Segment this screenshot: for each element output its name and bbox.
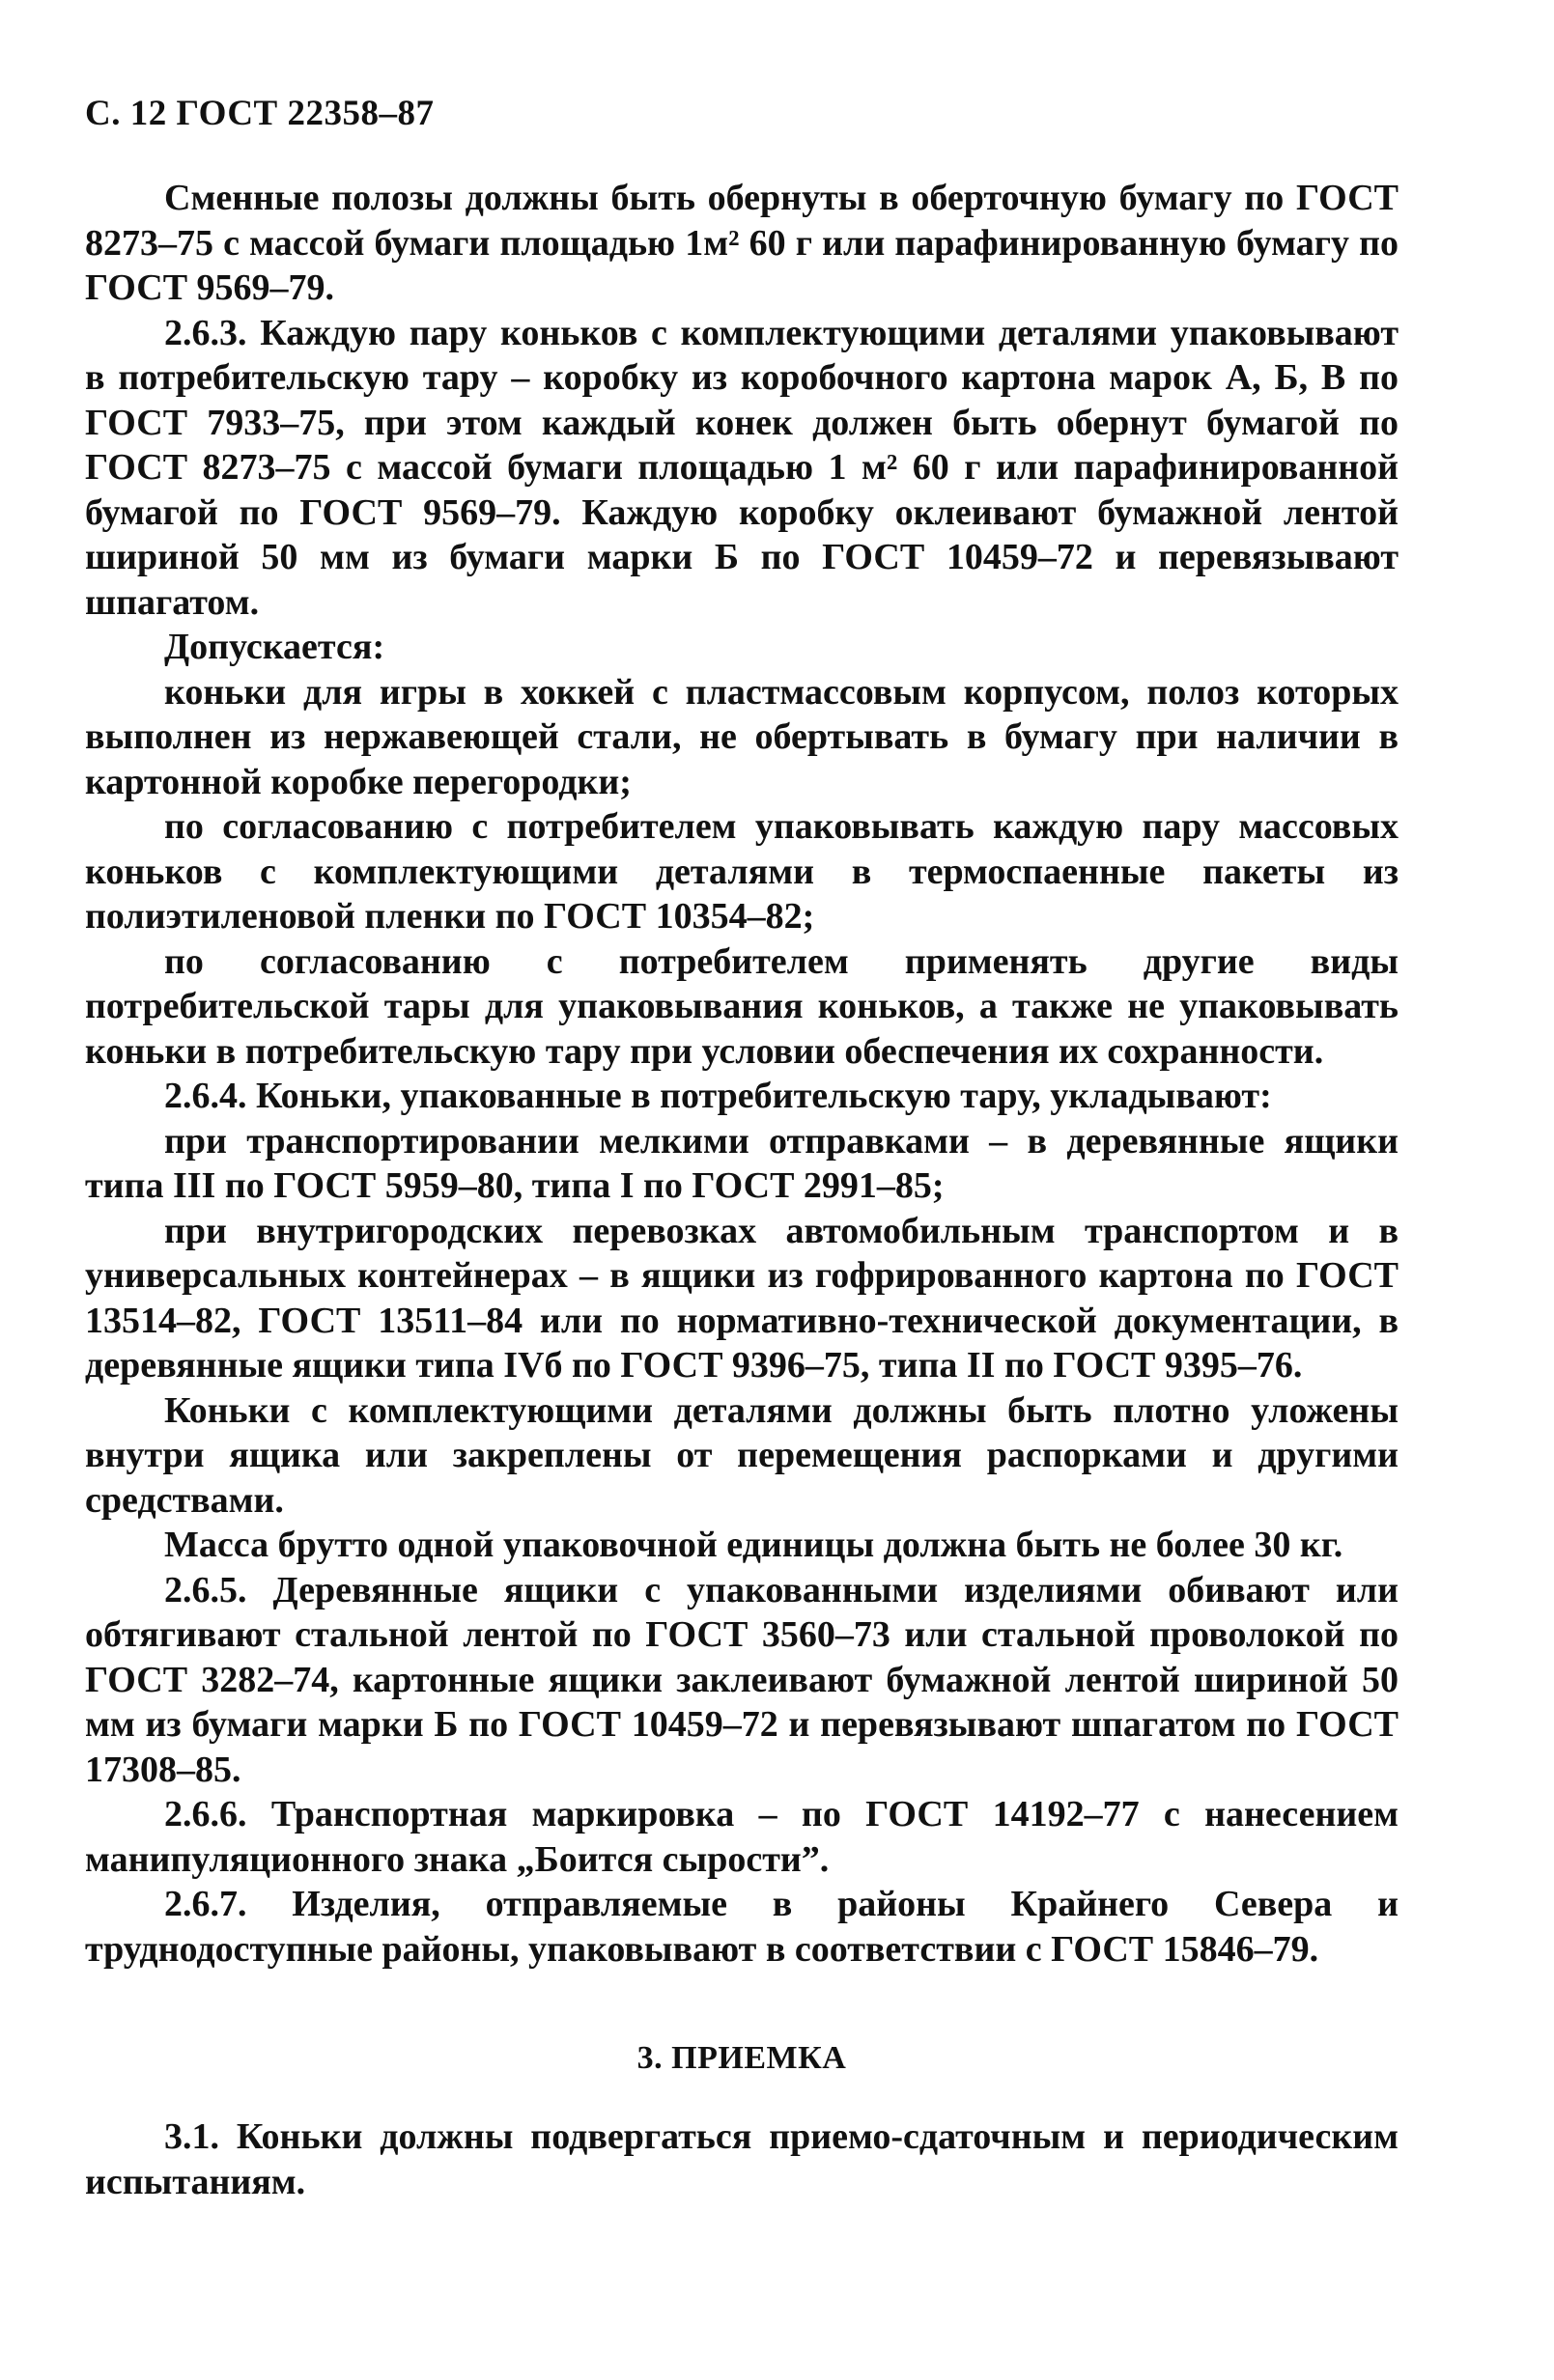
paragraph-gross-mass: Масса брутто одной упаковочной единицы должна быть не более 30 кг. xyxy=(164,1525,1343,1565)
document-body xyxy=(85,176,1399,2204)
paragraph-2-6-4: 2.6.4. Коньки, упакованные в потребительскую тару, укладывают: xyxy=(164,1076,1272,1116)
paragraph-hockey-skates: коньки для игры в хоккей с пластмассовым корпусом, полоз которых выполнен из нержавеющей стали, не обертывать в бумагу при наличии в картонной коробке перегородки; xyxy=(85,671,1399,802)
section-title: 3. ПРИЕМКА xyxy=(636,2040,847,2076)
paragraph-allowed: Допускается: xyxy=(164,627,385,667)
paragraph-thermo-packets: по согласованию с потребителем упаковывать каждую пару массовых коньков с комплектующими деталями в термоспаенные пакеты из полиэтиленовой пленки по ГОСТ 10354–82; xyxy=(85,806,1399,937)
paragraph-tight-packing: Коньки с комплектующими деталями должны быть плотно уложены внутри ящика или закреплены от перемещения распорками и другими средствами. xyxy=(85,1389,1399,1521)
paragraph-2-6-6: 2.6.6. Транспортная маркировка – по ГОСТ 14192–77 с нанесением манипуляционного знака „Боится сырости”. xyxy=(85,1794,1399,1880)
paragraph-other-packaging: по согласованию с потребителем применять другие виды потребительской тары для упаковывания коньков, а также не упаковывать коньки в потребительскую тару при условии обеспечения их сохранности. xyxy=(85,940,1399,1072)
paragraph-runners-wrapping: Сменные полозы должны быть обернуты в оберточную бумагу по ГОСТ 8273–75 с массой бумаги площадью 1м² 60 г или парафинированную бумагу по ГОСТ 9569–79. xyxy=(85,178,1399,308)
paragraph-small-shipments: при транспортировании мелкими отправками – в деревянные ящики типа III по ГОСТ 5959–80, типа I по ГОСТ 2991–85; xyxy=(85,1120,1399,1206)
paragraph-3-1: 3.1. Коньки должны подвергаться приемо-сдаточным и периодическим испытаниям. xyxy=(85,2116,1399,2202)
paragraph-2-6-3: 2.6.3. Каждую пару коньков с комплектующими деталями упаковывают в потребительскую тару – коробку из коробочного картона марок А, Б, В по ГОСТ 7933–75, при этом каждый конек должен быть обернут бумагой по ГОСТ 8273–75 с массой бумаги площадью 1 м² 60 г или парафинированной бумагой по ГОСТ 9569–79. Каждую коробку оклеивают бумажной лентой шириной 50 мм из бумаги марки Б по ГОСТ 10459–72 и перевязывают шпагатом. xyxy=(85,312,1399,623)
running-header: С. 12 ГОСТ 22358–87 xyxy=(85,94,435,133)
paragraph-2-6-5: 2.6.5. Деревянные ящики с упакованными изделиями обивают или обтягивают стальной лентой по ГОСТ 3560–73 или стальной проволокой по ГОСТ 3282–74, картонные ящики заклеивают бумажной лентой шириной 50 мм из бумаги марки Б по ГОСТ 10459–72 и перевязывают шпагатом по ГОСТ 17308–85. xyxy=(85,1569,1399,1790)
paragraph-2-6-7: 2.6.7. Изделия, отправляемые в районы Крайнего Севера и труднодоступные районы, упаковывают в соответствии с ГОСТ 15846–79. xyxy=(85,1884,1399,1970)
paragraph-urban-transport: при внутригородских перевозках автомобильным транспортом и в универсальных контейнерах – в ящики из гофрированного картона по ГОСТ 13514–82, ГОСТ 13511–84 или по нормативно-технической документации, в деревянные ящики типа IVб по ГОСТ 9396–75, типа II по ГОСТ 9395–76. xyxy=(85,1210,1399,1386)
